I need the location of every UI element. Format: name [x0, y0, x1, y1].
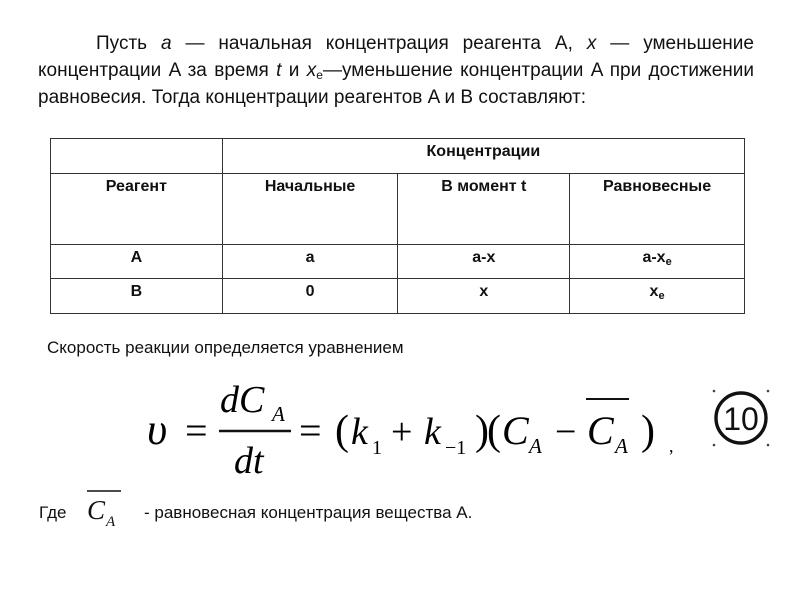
- equilibrium-sub: e: [665, 256, 672, 268]
- where-description: - равновесная концентрация вещества A.: [144, 503, 473, 522]
- formula-k1: k: [351, 411, 368, 453]
- formula-velocity: υ: [147, 405, 168, 454]
- table-header-row: [51, 139, 745, 174]
- equilibrium-sub: e: [658, 290, 665, 302]
- equilibrium-symbol: [83, 486, 127, 532]
- formula-ca-eq: C: [587, 408, 614, 453]
- equation-number-text: 10: [723, 401, 759, 437]
- formula-k-1-sub: −1: [445, 437, 467, 459]
- column-header-reagent: Реагент: [51, 174, 223, 245]
- equilibrium-value: x: [649, 283, 659, 300]
- formula-k1-sub: 1: [372, 437, 382, 459]
- column-header-equilibrium: Равновесные: [570, 174, 745, 245]
- table-row: [51, 245, 745, 279]
- symbol-sub: A: [106, 514, 116, 530]
- formula-plus: +: [391, 411, 413, 453]
- reagent-cell: B: [51, 279, 223, 314]
- corner-dot: [713, 444, 716, 447]
- intro-text-3: — уменьшение концентрации A за время: [38, 33, 754, 81]
- at-t-cell: a-x: [398, 245, 570, 279]
- table-empty-corner: [51, 139, 223, 174]
- rate-sentence: Скорость реакции определяется уравнением: [47, 338, 404, 357]
- equilibrium-value: a-x: [642, 249, 666, 266]
- intro-text-1: Пусть: [96, 33, 161, 54]
- column-header-initial: Начальные: [222, 174, 398, 245]
- formula-ca-sub: A: [529, 434, 542, 458]
- formula-lparen-1: (: [335, 408, 349, 454]
- formula-lparen-2: (: [487, 408, 501, 454]
- formula-equals-1: =: [185, 408, 208, 453]
- table-row: [51, 279, 745, 314]
- intro-paragraph: [38, 30, 754, 111]
- formula-minus: −: [555, 411, 577, 453]
- at-t-cell: x: [398, 279, 570, 314]
- formula-ca-eq-sub: A: [615, 434, 628, 458]
- formula-svg: [145, 372, 675, 484]
- formula-numerator: dC: [220, 379, 265, 421]
- formula-rparen-2: ): [641, 408, 655, 454]
- var-x: x: [586, 33, 597, 54]
- var-xe-sub: e: [316, 68, 323, 82]
- var-a: a: [160, 33, 172, 54]
- var-xe: x: [306, 60, 317, 81]
- corner-dot: [767, 390, 770, 393]
- formula-comma: ,: [669, 436, 674, 456]
- symbol-c: C: [87, 495, 106, 525]
- intro-text-4: и: [281, 60, 307, 81]
- corner-dot: [713, 390, 716, 393]
- equilibrium-cell: [570, 245, 745, 279]
- intro-text-5: —уменьшение концентрации A при достижении равновесия. Тогда концентрации реагентов A и B составляют:: [38, 60, 754, 108]
- formula-denominator: dt: [234, 440, 264, 482]
- initial-cell: 0: [222, 279, 398, 314]
- formula-ca: C: [502, 408, 529, 453]
- column-header-at-t: В момент t: [398, 174, 570, 245]
- intro-text-2: — начальная концентрация реагента A,: [171, 33, 587, 54]
- initial-cell: a: [222, 245, 398, 279]
- rate-formula: [145, 372, 675, 484]
- group-header-cell: Концентрации: [222, 139, 744, 174]
- concentration-table: [50, 138, 745, 314]
- where-label: Где: [39, 503, 67, 522]
- formula-numerator-sub: A: [272, 402, 285, 426]
- equilibrium-cell: [570, 279, 745, 314]
- var-t: t: [276, 60, 282, 81]
- column-header-row: [51, 174, 745, 245]
- reagent-cell: A: [51, 245, 223, 279]
- formula-rparen-1: ): [475, 408, 489, 454]
- corner-dot: [767, 444, 770, 447]
- equation-number-badge: [712, 389, 770, 447]
- formula-k-1: k: [424, 411, 441, 453]
- formula-equals-2: =: [299, 408, 322, 453]
- equation-number-svg: [712, 389, 770, 447]
